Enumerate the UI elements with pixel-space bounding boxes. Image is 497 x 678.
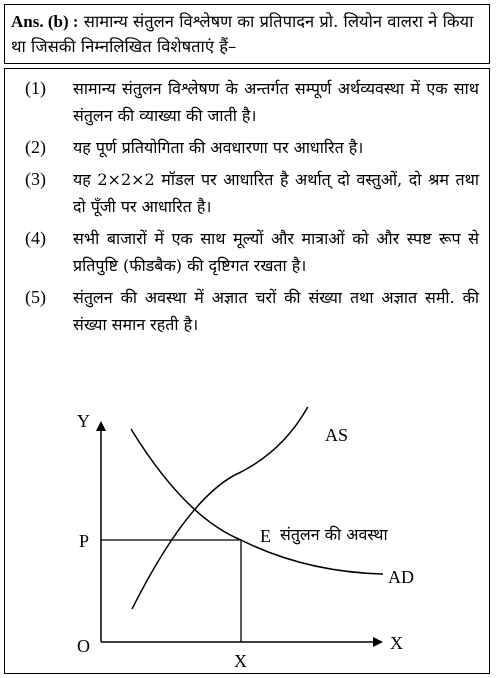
- x-axis-label: X: [390, 633, 403, 653]
- origin-label: O: [77, 636, 90, 656]
- list-item: [25, 284, 479, 338]
- as-label: AS: [325, 425, 349, 445]
- answer-header: [4, 4, 490, 64]
- equilibrium-label: संतुलन की अवस्था: [280, 525, 388, 544]
- point-text: यह पूर्ण प्रतियोगिता की अवधारणा पर आधारित है।: [73, 138, 364, 157]
- list-item: [25, 166, 479, 220]
- point-number: (4): [25, 228, 46, 248]
- answer-intro: सामान्य संतुलन विश्लेषण का प्रतिपादन प्रो. लियोन वालरा ने किया था जिसकी निम्नलिखित विशेषताएं हैं–: [11, 12, 474, 56]
- point-number: (1): [25, 78, 46, 98]
- as-curve: [132, 407, 327, 609]
- answer-label: Ans. (b) :: [11, 12, 79, 31]
- points-list: [25, 75, 479, 343]
- ad-label: AD: [388, 567, 414, 587]
- point-number: (5): [25, 287, 46, 307]
- x-point-label: X: [234, 651, 247, 671]
- list-item: [25, 75, 479, 129]
- x-axis-arrow: [373, 637, 383, 647]
- point-number: (3): [25, 169, 46, 189]
- y-axis-label: Y: [77, 411, 90, 431]
- list-item: [25, 134, 479, 161]
- point-text: सामान्य संतुलन विश्लेषण के अन्तर्गत सम्पूर्ण अर्थव्यवस्था में एक साथ संतुलन की व्याख्या की जाती है।: [73, 79, 479, 125]
- list-item: [25, 225, 479, 279]
- content-box: [4, 68, 490, 674]
- equilibrium-diagram: [5, 407, 488, 672]
- e-label: E: [260, 526, 271, 546]
- point-text: संतुलन की अवस्था में अज्ञात चरों की संख्या तथा अज्ञात समी. की संख्या समान रहती है।: [73, 288, 479, 334]
- p-label: P: [79, 531, 90, 551]
- y-axis-arrow: [96, 421, 106, 431]
- point-text: यह 2×2×2 मॉडल पर आधारित है अर्थात् दो वस्तुओं, दो श्रम तथा दो पूँजी पर आधारित है।: [73, 170, 479, 216]
- point-text: सभी बाजारों में एक साथ मूल्यों और मात्राओं को और स्पष्ट रूप से प्रतिपुष्टि (फीडबैक) की दृष्टिगत रखता है।: [73, 229, 479, 275]
- point-number: (2): [25, 137, 46, 157]
- ad-curve: [131, 429, 383, 574]
